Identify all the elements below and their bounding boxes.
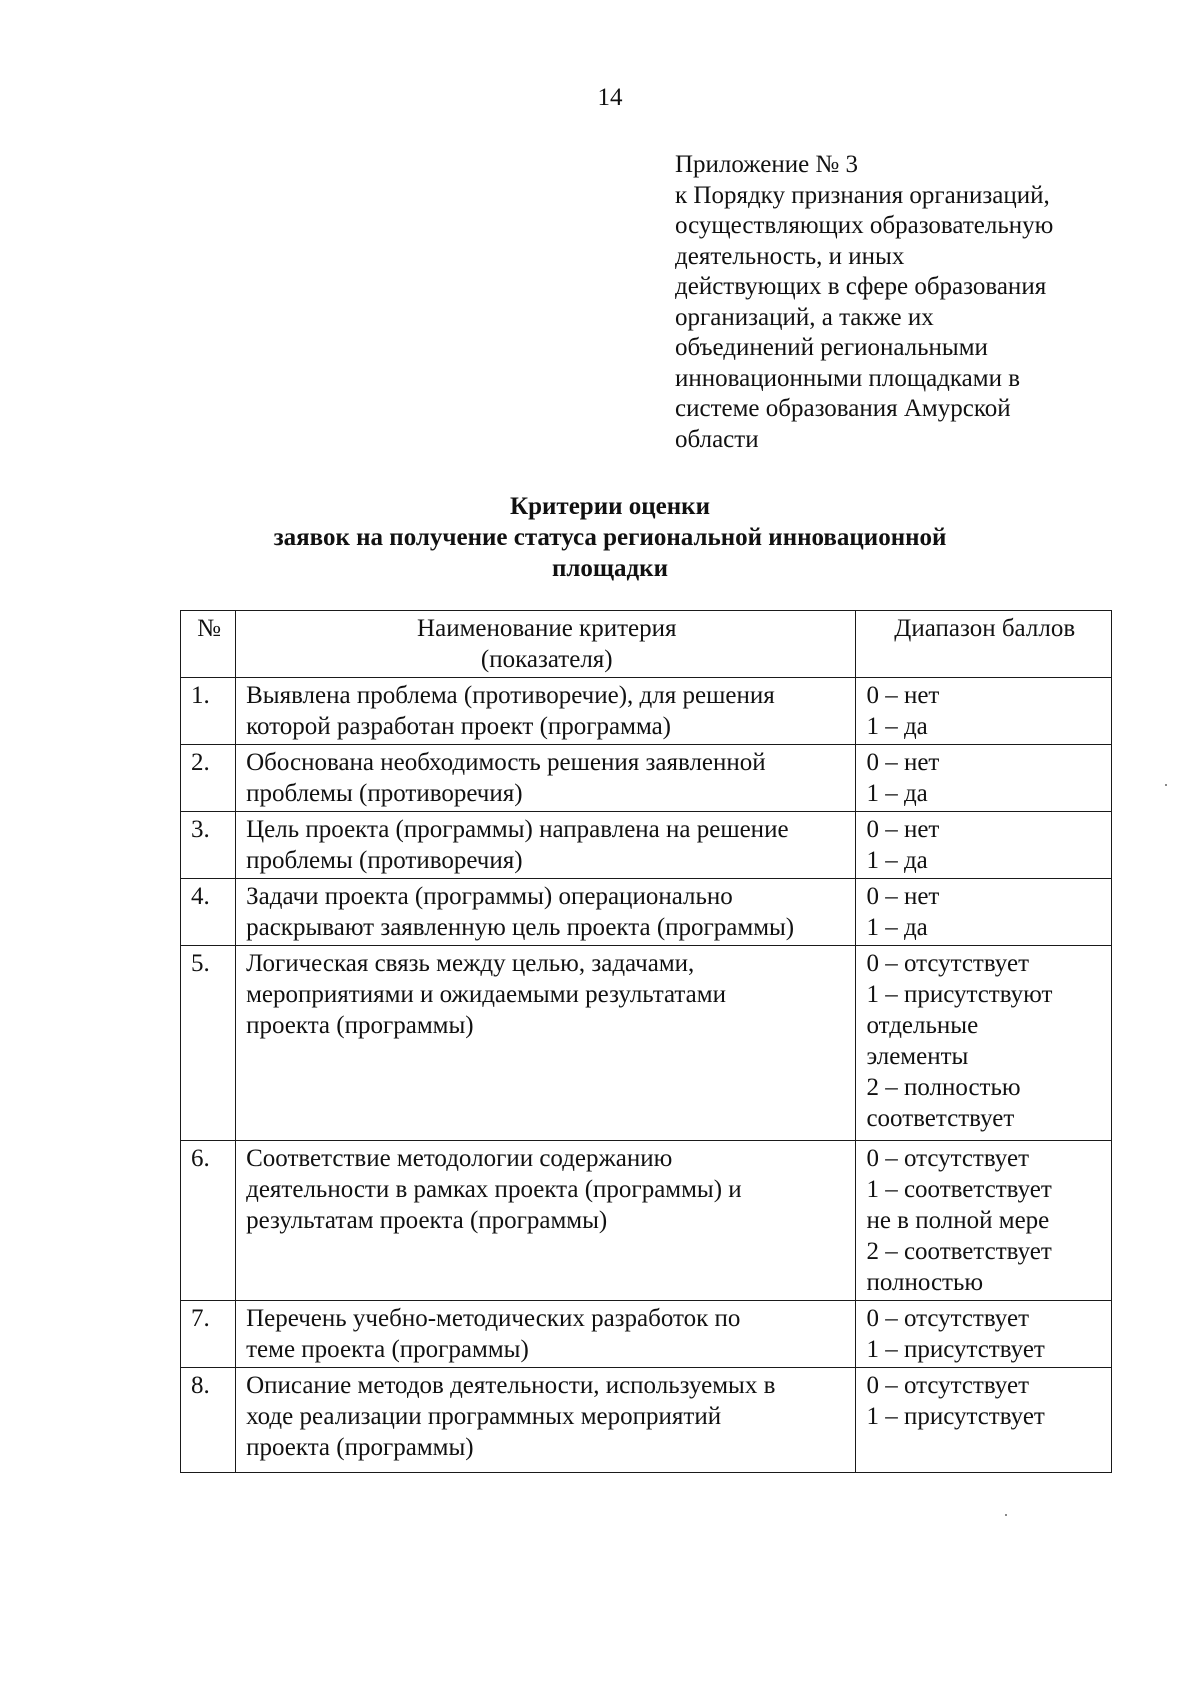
criterion-line: ходе реализации программных мероприятий — [246, 1403, 722, 1430]
row-criterion — [236, 678, 856, 745]
criterion-line: мероприятиями и ожидаемыми результатами — [246, 981, 726, 1008]
appendix-line: Приложение № 3 — [675, 151, 859, 178]
criterion-line: Логическая связь между целью, задачами, — [246, 950, 695, 977]
score-line: 2 – соответствует — [866, 1238, 1052, 1265]
score-line: 1 – да — [866, 914, 928, 941]
criterion-line: Обоснована необходимость решения заявленной — [246, 749, 766, 776]
appendix-line: системе образования Амурской — [675, 395, 1011, 422]
criterion-line: Перечень учебно-методических разработок по — [246, 1305, 741, 1332]
score-line: 1 – присутствует — [866, 1403, 1045, 1430]
title-line: Критерии оценки — [510, 493, 710, 520]
score-line: 0 – отсутствует — [866, 1305, 1029, 1332]
criterion-line: Описание методов деятельности, используемых в — [246, 1372, 776, 1399]
document-title — [200, 491, 1020, 584]
appendix-line: к Порядку признания организаций, — [675, 181, 1050, 209]
score-line: 0 – отсутствует — [866, 1145, 1029, 1172]
appendix-line: области — [675, 425, 759, 453]
header-num: № — [181, 611, 236, 678]
row-criterion — [236, 1368, 856, 1473]
row-criterion — [236, 879, 856, 946]
table-row — [181, 812, 1112, 879]
score-line: 1 – соответствует — [866, 1176, 1052, 1203]
row-score-range — [856, 1368, 1112, 1473]
score-line: 0 – отсутствует — [866, 1372, 1029, 1399]
criterion-line: проблемы (противоречия) — [246, 847, 523, 874]
row-num: 4. — [181, 879, 236, 946]
criterion-line: проекта (программы) — [246, 1434, 474, 1461]
criterion-line: результатам проекта (программы) — [246, 1207, 608, 1234]
table-row — [181, 1368, 1112, 1473]
title-line: заявок на получение статуса региональной инновационной — [273, 524, 947, 551]
row-criterion — [236, 946, 856, 1141]
score-line: отдельные — [866, 1012, 979, 1039]
criterion-line: теме проекта (программы) — [246, 1336, 529, 1363]
score-line: 0 – нет — [866, 749, 940, 776]
score-line: 0 – нет — [866, 816, 940, 843]
criterion-line: деятельности в рамках проекта (программы) и — [246, 1176, 742, 1203]
header-name — [236, 611, 856, 678]
header-name-line: Наименование критерия — [417, 615, 677, 642]
criterion-line: Выявлена проблема (противоречие), для решения — [246, 682, 775, 709]
row-score-range — [856, 1301, 1112, 1368]
row-score-range — [856, 678, 1112, 745]
table-row — [181, 745, 1112, 812]
row-criterion — [236, 1301, 856, 1368]
row-num: 3. — [181, 812, 236, 879]
scan-speck — [1005, 1514, 1007, 1516]
appendix-line: объединений региональными — [675, 334, 988, 361]
header-range: Диапазон баллов — [856, 611, 1112, 678]
row-num: 8. — [181, 1368, 236, 1473]
appendix-line: организаций, а также их — [675, 303, 934, 331]
appendix-line: деятельность, и иных — [675, 242, 905, 270]
criterion-line: раскрывают заявленную цель проекта (программы) — [246, 914, 795, 941]
table-row — [181, 678, 1112, 745]
appendix-reference — [675, 150, 1095, 455]
row-criterion — [236, 1141, 856, 1301]
criteria-table — [180, 610, 1112, 1473]
criterion-line: проблемы (противоречия) — [246, 780, 523, 807]
score-line: элементы — [866, 1043, 969, 1070]
score-line: 0 – отсутствует — [866, 950, 1029, 977]
row-criterion — [236, 745, 856, 812]
row-score-range — [856, 879, 1112, 946]
row-num: 6. — [181, 1141, 236, 1301]
score-line: 2 – полностью — [866, 1074, 1021, 1101]
row-num: 2. — [181, 745, 236, 812]
score-line: 0 – нет — [866, 883, 940, 910]
page-number: 14 — [597, 84, 623, 111]
scan-speck — [1165, 784, 1167, 786]
row-num: 5. — [181, 946, 236, 1141]
score-line: 1 – да — [866, 847, 928, 874]
table-header-row — [181, 611, 1112, 678]
appendix-line: инновационными площадками в — [675, 364, 1021, 392]
table-row — [181, 946, 1112, 1141]
criterion-line: проекта (программы) — [246, 1012, 474, 1039]
criterion-line: Цель проекта (программы) направлена на решение — [246, 816, 789, 843]
criterion-line: Задачи проекта (программы) операционально — [246, 883, 733, 910]
title-line: площадки — [552, 555, 668, 582]
appendix-line: действующих в сфере образования — [675, 273, 1047, 300]
score-line: полностью — [866, 1269, 984, 1296]
header-name-line: (показателя) — [480, 646, 613, 673]
row-num: 1. — [181, 678, 236, 745]
row-score-range — [856, 812, 1112, 879]
score-line: 1 – присутствует — [866, 1336, 1045, 1363]
score-line: не в полной мере — [866, 1207, 1050, 1234]
row-score-range — [856, 946, 1112, 1141]
row-num: 7. — [181, 1301, 236, 1368]
table-row — [181, 879, 1112, 946]
table-row — [181, 1301, 1112, 1368]
row-score-range — [856, 1141, 1112, 1301]
score-line: 1 – присутствуют — [866, 981, 1053, 1008]
score-line: 0 – нет — [866, 682, 940, 709]
criterion-line: Соответствие методологии содержанию — [246, 1145, 673, 1172]
table-row — [181, 1141, 1112, 1301]
row-score-range — [856, 745, 1112, 812]
criterion-line: которой разработан проект (программа) — [246, 713, 672, 740]
row-criterion — [236, 812, 856, 879]
score-line: 1 – да — [866, 713, 928, 740]
appendix-line: осуществляющих образовательную — [675, 212, 1054, 239]
score-line: 1 – да — [866, 780, 928, 807]
score-line: соответствует — [866, 1105, 1015, 1132]
